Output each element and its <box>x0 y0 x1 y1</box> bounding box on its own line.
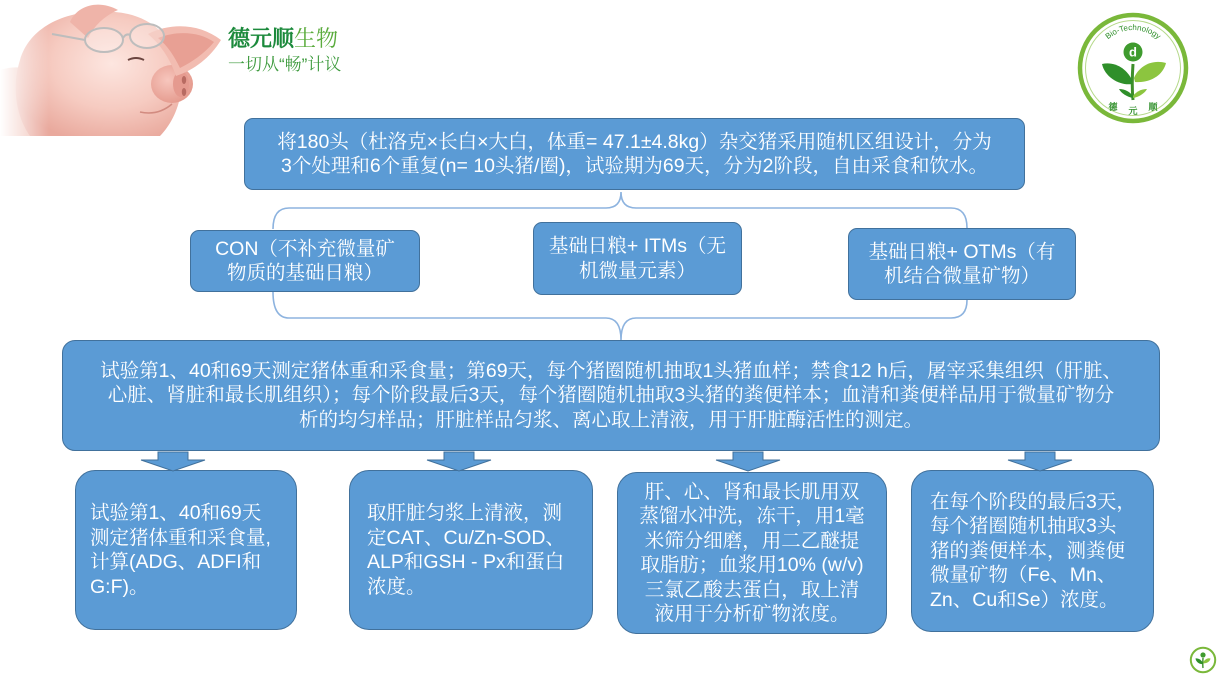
text-line: 液用于分析矿物浓度。 <box>654 603 850 625</box>
text-line: 心脏、肾脏和最长肌组织）；每个阶段最后3天，每个猪圈随机抽取3头猪的粪便样本；血清和粪便样品用于微量矿物分 <box>107 384 1115 407</box>
text-line: ALP和GSH - Px和蛋白 <box>367 551 565 573</box>
text-line: 浓度。 <box>367 575 426 598</box>
sampling-text <box>100 359 1122 433</box>
text-line: 试验第1、40和69天测定猪体重和采食量；第69天，每个猪圈随机抽取1头猪血样；禁食12 h后，屠宰采集组织（肝脏、 <box>100 359 1122 382</box>
analysis-text <box>90 501 271 599</box>
text-line: 米筛分细磨，用二乙醚提 <box>644 529 860 552</box>
text-line: 机微量元素） <box>578 259 696 282</box>
logo-seed-letter: d <box>1129 44 1137 60</box>
text-line: 计算(ADG、ADFI和 <box>90 551 262 573</box>
study-design-box <box>244 118 1025 190</box>
analysis-box-growth <box>75 470 297 630</box>
analysis-box-liver-enzymes <box>349 470 593 630</box>
text-line: 微量矿物（Fe、Mn、 <box>930 564 1117 587</box>
text-line: 肝、心、肾和最长肌用双 <box>644 480 860 503</box>
sampling-procedure-box <box>62 340 1160 451</box>
text-line: 基础日粮+ ITMs（无 <box>548 235 727 257</box>
text-line: 取肝脏匀浆上清液，测 <box>367 502 563 524</box>
text-line: Zn、Cu和Se）浓度。 <box>930 588 1119 611</box>
text-line: 三氯乙酸去蛋白，取上清 <box>644 578 860 601</box>
text-line: 试验第1、40和69天 <box>90 502 262 524</box>
text-line: G:F)。 <box>90 575 149 598</box>
text-line: 定CAT、Cu/Zn-SOD、 <box>367 526 565 549</box>
text-line: 蒸馏水冲洗，冻干，用1毫 <box>639 505 865 527</box>
analysis-box-fecal-minerals <box>911 470 1154 632</box>
logo-arc-text: Bio-Technology <box>1103 22 1163 41</box>
analysis-text <box>639 480 864 627</box>
logo-char: 德 <box>1108 102 1118 112</box>
brand-name-suffix: 生物 <box>294 26 339 51</box>
text-line: 将180头（杜洛克×长白×大白，体重= 47.1±4.8kg）杂交猪采用随机区组设计，分为 <box>277 130 992 153</box>
treatment-box-otms <box>848 228 1076 300</box>
brand-slogan: 一切从“畅”计议 <box>228 55 342 74</box>
logo-char: 元 <box>1128 106 1138 116</box>
analysis-text <box>367 501 565 599</box>
text-line: 测定猪体重和采食量, <box>90 526 271 549</box>
text-line: 取脂肪；血浆用10% (w/v) <box>640 554 864 576</box>
treatment-box-con <box>190 230 420 292</box>
study-design-text <box>277 130 991 179</box>
treatment-text <box>215 237 395 286</box>
corner-logo-icon <box>1189 646 1217 674</box>
analysis-box-tissue-minerals <box>617 472 887 634</box>
text-line: 基础日粮+ OTMs（有 <box>868 240 1056 263</box>
treatment-text <box>869 240 1056 289</box>
text-line: 3个处理和6个重复(n= 10头猪/圈)，试验期为69天，分为2阶段，自由采食和饮水。 <box>281 155 988 177</box>
text-line: 机结合微量矿物） <box>883 265 1040 287</box>
text-line: 在每个阶段的最后3天， <box>930 490 1136 513</box>
brand-name-main: 德元顺 <box>228 26 295 51</box>
analysis-text <box>930 490 1136 613</box>
treatment-text <box>549 234 726 283</box>
text-line: 每个猪圈随机抽取3头 <box>930 515 1117 538</box>
text-line: CON（不补充微量矿 <box>215 237 395 260</box>
text-line: 析的均匀样品；肝脏样品匀浆、离心取上清液，用于肝脏酶活性的测定。 <box>298 408 923 431</box>
text-line: 猪的粪便样本，测粪便 <box>930 539 1126 562</box>
text-line: 物质的基础日粮） <box>226 262 383 284</box>
logo-char: 顺 <box>1148 102 1158 112</box>
treatment-box-itms <box>533 222 742 295</box>
